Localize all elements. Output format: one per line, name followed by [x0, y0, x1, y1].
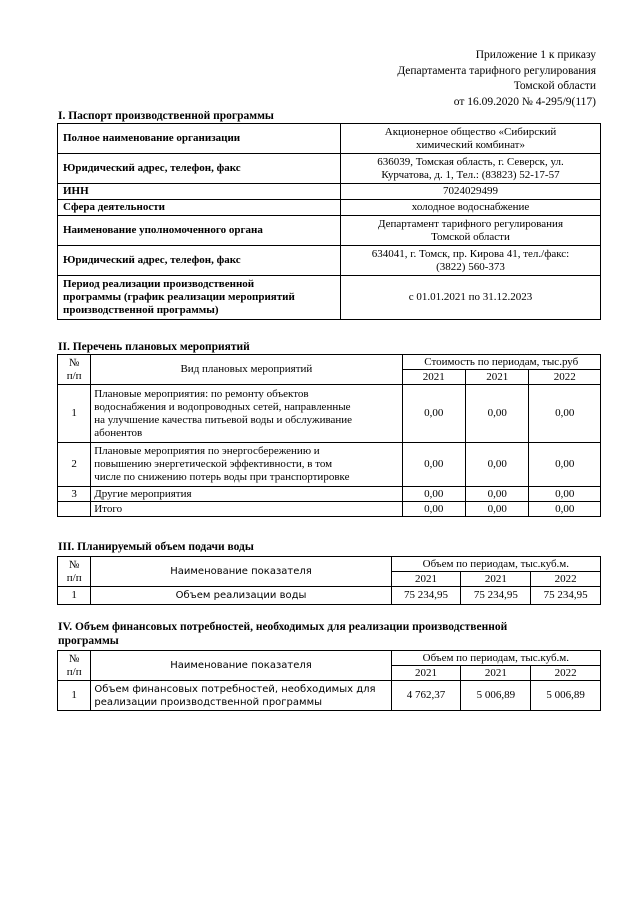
cost-value: 0,00 [529, 487, 601, 502]
header-line: Приложение 1 к приказу [475, 49, 596, 61]
financial-needs-table [57, 650, 601, 711]
year-header: 2022 [531, 572, 601, 587]
table-row [58, 124, 601, 154]
table-row [58, 385, 601, 443]
volume-value: 75 234,95 [461, 587, 531, 605]
table-header-row [58, 557, 601, 572]
header-line: от 16.09.2020 № 4-295/9(117) [453, 95, 596, 108]
passport-key: Сфера деятельности [58, 200, 341, 216]
row-number: 2 [58, 443, 91, 487]
passport-value: Департамент тарифного регулирования Томской области [341, 216, 601, 246]
col-volume-header: Объем по периодам, тыс.куб.м. [391, 557, 600, 572]
header-line: Томской области [513, 80, 596, 92]
order-header [397, 48, 596, 110]
section1-title: I. Паспорт производственной программы [58, 110, 274, 122]
finance-value: 5 006,89 [461, 681, 531, 711]
volume-value: 75 234,95 [531, 587, 601, 605]
row-number: 1 [58, 681, 91, 711]
table-row [58, 276, 601, 320]
indicator-name: Объем реализации воды [91, 587, 391, 605]
table-row [58, 587, 601, 605]
header-line: Департамента тарифного регулирования [397, 64, 596, 77]
table-row [58, 184, 601, 200]
passport-value: 634041, г. Томск, пр. Кирова 41, тел./факс: (3822) 560-373 [341, 246, 601, 276]
cost-value: 0,00 [402, 487, 465, 502]
year-header: 2022 [529, 370, 601, 385]
passport-value: 7024029499 [341, 184, 601, 200]
table-row [58, 487, 601, 502]
volume-value: 75 234,95 [391, 587, 461, 605]
passport-key: Юридический адрес, телефон, факс [58, 246, 341, 276]
table-row [58, 200, 601, 216]
year-header: 2021 [465, 370, 528, 385]
year-header: 2022 [531, 666, 601, 681]
cost-value: 0,00 [529, 443, 601, 487]
row-number: 3 [58, 487, 91, 502]
year-header: 2021 [461, 572, 531, 587]
indicator-name: Объем финансовых потребностей, необходимых для реализации производственной программы [91, 681, 391, 711]
table-header-row [58, 651, 601, 666]
activity-name: Другие мероприятия [91, 487, 402, 502]
activity-name: Плановые мероприятия: по ремонту объектов водоснабжения и водопроводных сетей, направленные на улучшение качества питьевой воды и обслуживание абонентов [91, 385, 402, 443]
row-number [58, 502, 91, 517]
col-name-header: Вид плановых мероприятий [91, 355, 402, 385]
passport-key: ИНН [58, 184, 341, 200]
passport-value: 636039, Томская область, г. Северск, ул. Курчатова, д. 1, Тел.: (83823) 52-17-57 [341, 154, 601, 184]
passport-value: холодное водоснабжение [341, 200, 601, 216]
finance-value: 5 006,89 [531, 681, 601, 711]
water-volume-table [57, 556, 601, 605]
total-value: 0,00 [465, 502, 528, 517]
section3-title: III. Планируемый объем подачи воды [58, 541, 254, 553]
table-header-row [58, 355, 601, 370]
row-number: 1 [58, 385, 91, 443]
table-row [58, 246, 601, 276]
finance-value: 4 762,37 [391, 681, 461, 711]
passport-key: Наименование уполномоченного органа [58, 216, 341, 246]
cost-value: 0,00 [402, 385, 465, 443]
passport-value: с 01.01.2021 по 31.12.2023 [341, 276, 601, 320]
cost-value: 0,00 [402, 443, 465, 487]
cost-value: 0,00 [465, 443, 528, 487]
section4-title: IV. Объем финансовых потребностей, необходимых для реализации производственной программы [58, 621, 508, 647]
passport-value: Акционерное общество «Сибирский химический комбинат» [341, 124, 601, 154]
year-header: 2021 [461, 666, 531, 681]
passport-key: Юридический адрес, телефон, факс [58, 154, 341, 184]
year-header: 2021 [391, 666, 461, 681]
table-row [58, 216, 601, 246]
total-label: Итого [91, 502, 402, 517]
passport-key: Период реализации производственной программы (график реализации мероприятий производственной программы) [58, 276, 341, 320]
table-row [58, 681, 601, 711]
total-value: 0,00 [402, 502, 465, 517]
col-number-header: № п/п [58, 651, 91, 681]
table-row [58, 443, 601, 487]
table-row [58, 154, 601, 184]
year-header: 2021 [402, 370, 465, 385]
activities-table [57, 354, 601, 517]
year-header: 2021 [391, 572, 461, 587]
cost-value: 0,00 [465, 487, 528, 502]
cost-value: 0,00 [529, 385, 601, 443]
col-cost-header: Стоимость по периодам, тыс.руб [402, 355, 600, 370]
passport-table [57, 123, 601, 320]
row-number: 1 [58, 587, 91, 605]
cost-value: 0,00 [465, 385, 528, 443]
col-name-header: Наименование показателя [91, 651, 391, 681]
col-number-header: № п/п [58, 355, 91, 385]
section2-title: II. Перечень плановых мероприятий [58, 341, 250, 353]
table-total-row [58, 502, 601, 517]
passport-key: Полное наименование организации [58, 124, 341, 154]
col-volume-header: Объем по периодам, тыс.куб.м. [391, 651, 600, 666]
col-name-header: Наименование показателя [91, 557, 391, 587]
col-number-header: № п/п [58, 557, 91, 587]
total-value: 0,00 [529, 502, 601, 517]
activity-name: Плановые мероприятия по энергосбережению и повышению энергетической эффективности, в том числе по снижению потерь воды при транспортировке [91, 443, 402, 487]
